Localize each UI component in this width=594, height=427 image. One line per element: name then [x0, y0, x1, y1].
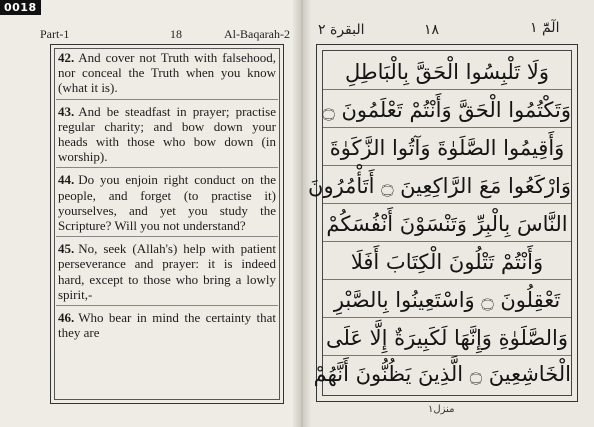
- arabic-frame: [308, 44, 578, 402]
- verse-44: [56, 172, 278, 237]
- header-part: Part-1: [40, 27, 70, 41]
- verse-42: [56, 50, 278, 100]
- book-gutter: [293, 0, 311, 427]
- verse-number: 45.: [58, 241, 75, 257]
- verse-46: [56, 310, 278, 343]
- arabic-line-5: النَّاسَ بِالْبِرِّ وَتَنْسَوْنَ أَنْفُسَكُمْ: [323, 207, 571, 242]
- arabic-line-6: وَأَنْتُمْ تَتْلُونَ الْكِتَابَ أَفَلَا: [323, 245, 571, 280]
- verse-45: [56, 241, 278, 306]
- verse-text: And cover not Truth with falsehood, nor conceal the Truth when you know (what it is).: [58, 50, 276, 96]
- arabic-line-1: وَلَا تَلْبِسُوا الْحَقَّ بِالْبَاطِلِ: [323, 55, 571, 90]
- verse-text: No, seek (Allah's) help with patient perseverance and prayer: it is indeed hard, except to those who bring a lowly spirit,-: [58, 241, 276, 302]
- verse-number: 43.: [58, 103, 75, 119]
- scan-tag: 0018: [0, 0, 41, 15]
- verse-number: 46.: [58, 310, 75, 326]
- footer-manzil: منزل١: [428, 404, 455, 415]
- header-arabic-page-number: ١٨: [424, 22, 440, 38]
- header-arabic-part: الٓمّٓ ١: [530, 20, 560, 36]
- verse-text: And be steadfast in prayer; practise regular charity; and bow down your heads with those who bow down (in worship).: [58, 103, 276, 165]
- translation-column: [56, 50, 278, 347]
- verse-text: Do you enjoin right conduct on the people, and forget (to practise it) yourselves, and yet you study the Scripture? Will you not understand?: [58, 172, 276, 234]
- verse-text: Who bear in mind the certainty that they are: [58, 310, 276, 341]
- verse-number: 42.: [58, 50, 75, 65]
- arabic-line-2: وَتَكْتُمُوا الْحَقَّ وَأَنْتُمْ تَعْلَمُونَ ۝: [323, 93, 571, 128]
- arabic-line-3: وَأَقِيمُوا الصَّلَوٰةَ وَآتُوا الزَّكَوٰةَ: [323, 131, 571, 166]
- arabic-line-7: تَعْقِلُونَ ۝ وَاسْتَعِينُوا بِالصَّبْرِ: [323, 283, 571, 318]
- arabic-line-4: وَارْكَعُوا مَعَ الرَّاكِعِينَ ۝ أَتَأْمُرُونَ: [323, 169, 571, 204]
- arabic-text-block: [308, 50, 572, 396]
- header-page-number: 18: [170, 27, 182, 41]
- arabic-line-8: وَالصَّلَوٰةِ وَإِنَّهَا لَكَبِيرَةٌ إِلَّا عَلَى: [323, 321, 571, 356]
- arabic-line-9: الْخَاشِعِينَ ۝ الَّذِينَ يَظُنُّونَ أَنَّهُمْ: [313, 362, 571, 386]
- header-arabic-surah: البقرة ٢: [318, 22, 365, 38]
- verse-number: 44.: [58, 172, 75, 188]
- header-surah: Al-Baqarah-2: [224, 27, 290, 41]
- verse-43: [56, 104, 278, 169]
